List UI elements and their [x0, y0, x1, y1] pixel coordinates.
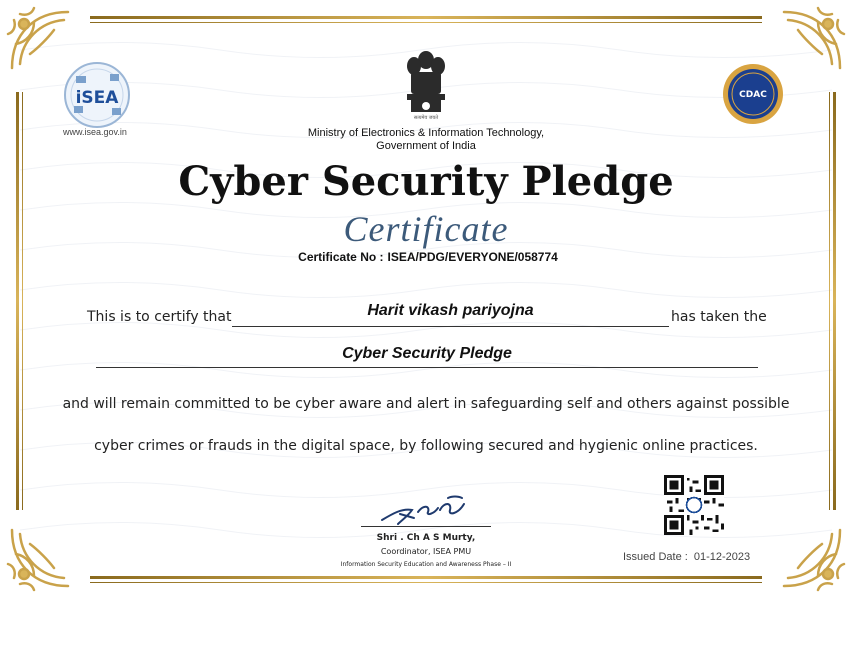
isea-logo	[62, 60, 132, 130]
signer-role: Coordinator, ISEA PMU	[380, 547, 472, 556]
ministry-line-2: Government of India	[376, 140, 476, 152]
recipient-name: Harit vikash pariyojna	[367, 302, 534, 319]
body-text-line-1: and will remain committed to be cyber aware and alert in safeguarding self and others against possible	[62, 396, 790, 412]
certificate-subtitle: Certificate	[343, 209, 509, 249]
qr-code	[664, 475, 724, 535]
certificate-number	[0, 250, 852, 264]
pledge-underline	[96, 367, 758, 368]
name-underline	[232, 326, 669, 327]
national-emblem-icon	[401, 46, 451, 122]
corner-ornament-top-right	[776, 4, 848, 76]
signature-icon	[378, 490, 478, 528]
body-text-line-2: cyber crimes or frauds in the digital space, by following secured and hygienic online practices.	[94, 438, 758, 454]
website-url: www.isea.gov.in	[63, 127, 127, 137]
certificate-number-label: Certificate No :	[298, 250, 384, 264]
top-border-outer	[90, 16, 762, 19]
issued-date	[623, 551, 750, 563]
isea-logo-text: iSEA	[75, 88, 119, 108]
signature-underline	[361, 526, 491, 527]
cdac-seal	[722, 63, 784, 125]
pledge-name: Cyber Security Pledge	[342, 345, 512, 362]
issued-date-label: Issued Date :	[623, 551, 688, 563]
top-border-inner	[90, 22, 762, 23]
certify-prefix: This is to certify that	[87, 309, 232, 325]
emblem-motto: सत्यमेव जयते	[413, 115, 439, 121]
ministry-heading	[276, 127, 576, 153]
certificate-number-value: ISEA/PDG/EVERYONE/058774	[387, 250, 558, 264]
certify-suffix: has taken the	[671, 309, 767, 325]
signer-block	[320, 532, 532, 571]
signer-program: Information Security Education and Awareness Phase – II	[340, 561, 512, 568]
corner-ornament-bottom-left	[4, 522, 76, 594]
cdac-seal-text: CDAC	[739, 90, 767, 100]
ministry-line-1: Ministry of Electronics & Information Technology,	[307, 127, 545, 139]
corner-ornament-bottom-right	[776, 522, 848, 594]
bottom-border-outer	[90, 576, 762, 579]
issued-date-value: 01-12-2023	[693, 551, 751, 563]
signer-name: Shri . Ch A S Murty,	[376, 533, 476, 543]
bottom-border-inner	[90, 582, 762, 583]
certificate-title: Cyber Security Pledge	[178, 158, 674, 205]
